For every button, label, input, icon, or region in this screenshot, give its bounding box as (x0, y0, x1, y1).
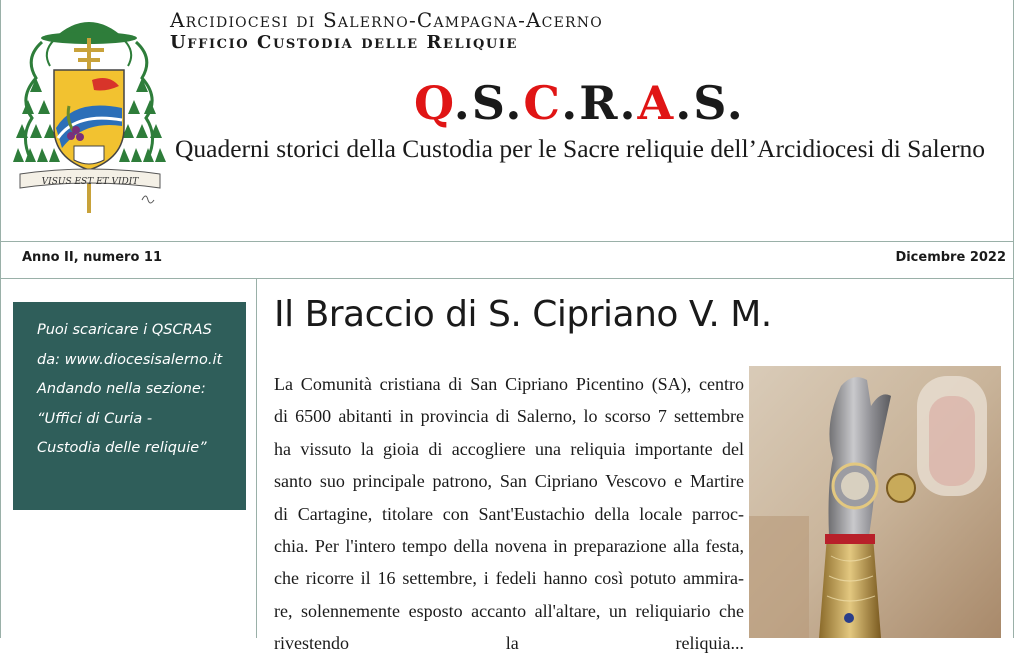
archdiocese-name: Arcidiocesi di Salerno-Campagna-Acerno (170, 8, 603, 32)
crest-motto: VISUS EST ET VIDIT (41, 177, 139, 187)
body-line: La Comunità cristiana di San Cipriano Picentino (SA), centro (274, 374, 744, 394)
body-line: che ricorre il 16 settembre, i fedeli hanno così potuto ammira- (274, 568, 744, 589)
body-line: di Cartagine, titolare con Sant'Eustachio della locale parroc- (274, 503, 744, 524)
masthead-letter: S (693, 76, 727, 130)
download-info-line: “Uffici di Curia - (37, 410, 153, 427)
masthead-dot: . (675, 76, 694, 130)
masthead-dot: . (453, 76, 472, 130)
masthead-letter: S (471, 76, 506, 130)
masthead-title (414, 76, 745, 130)
archdiocese-crest-icon (14, 8, 164, 213)
body-line: santo suo principale patrono, San Cipriano Vescovo e Martire (274, 471, 744, 492)
article-body (274, 368, 744, 654)
masthead-letter: A (637, 76, 676, 130)
header-divider (0, 241, 1014, 242)
masthead-letter: Q (414, 76, 454, 130)
reliquary-photo (749, 366, 1001, 638)
masthead-dot: . (619, 76, 638, 130)
masthead-dot: . (561, 76, 580, 130)
download-info-line: Andando nella sezione: (37, 381, 206, 397)
issue-date: Dicembre 2022 (895, 250, 1006, 265)
body-line: ha vissuto la gioia di accogliere una reliquia importante del (274, 438, 744, 459)
masthead-letter: R (579, 76, 620, 130)
body-line: chia. Per l'intero tempo della novena in preparazione alla festa, (274, 535, 744, 556)
masthead-letter: C (523, 76, 562, 130)
masthead-dot: . (505, 76, 524, 130)
office-name: Ufficio Custodia delle Reliquie (170, 32, 518, 53)
download-info-line[interactable]: da: www.diocesisalerno.it (37, 351, 223, 368)
publication-subtitle: Quaderni storici della Custodia per le Sacre reliquie dell’Arcidiocesi di Salerno (175, 134, 986, 163)
body-line: re, solennemente esposto accanto all'altare, un reliquiario che (274, 600, 744, 621)
masthead-dot: . (726, 76, 745, 130)
column-divider (256, 278, 257, 638)
download-info-line: Custodia delle reliquie” (37, 440, 207, 456)
article-title: Il Braccio di S. Cipriano V. M. (274, 294, 772, 335)
body-line: di 6500 abitanti in provincia di Salerno, lo scorso 7 settembre (274, 406, 744, 427)
issue-divider (0, 278, 1014, 279)
download-info-line: Puoi scaricare i QSCRAS (37, 322, 212, 338)
body-line: rivestendo la reliquia... (274, 633, 744, 654)
issue-number: Anno II, numero 11 (22, 250, 162, 265)
download-info-box (13, 302, 246, 510)
